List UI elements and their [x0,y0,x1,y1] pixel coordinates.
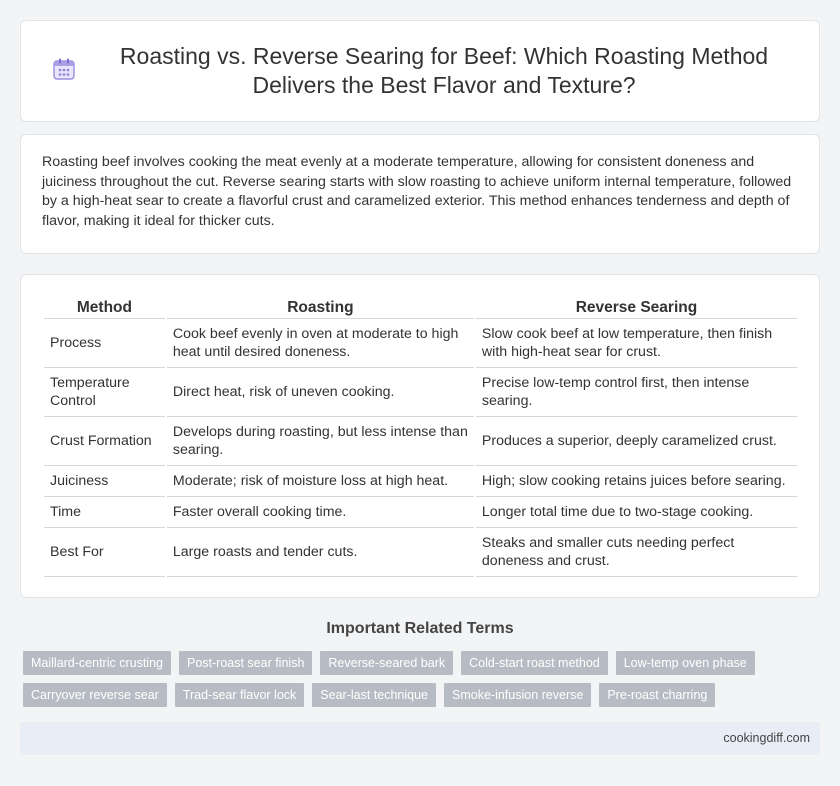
tag-row [23,651,823,675]
reverse-searing-cell: Steaks and smaller cuts needing perfect doneness and crust. [476,528,797,577]
roasting-cell: Moderate; risk of moisture loss at high heat. [167,466,474,497]
related-term-tag[interactable]: Trad-sear flavor lock [175,683,304,707]
footer-site-link[interactable]: cookingdiff.com [723,731,810,745]
calendar-icon [51,56,77,82]
table-row [44,497,797,528]
title-wrap [21,21,819,121]
table-row [44,466,797,497]
comparison-card [20,274,820,598]
roasting-cell: Faster overall cooking time. [167,497,474,528]
reverse-searing-cell: Precise low-temp control first, then intense searing. [476,368,797,417]
row-label: Time [44,497,165,528]
reverse-searing-cell: Longer total time due to two-stage cooking. [476,497,797,528]
roasting-cell: Direct heat, risk of uneven cooking. [167,368,474,417]
reverse-searing-cell: High; slow cooking retains juices before searing. [476,466,797,497]
header-method: Method [44,297,165,319]
intro-card [20,134,820,254]
related-term-tag[interactable]: Cold-start roast method [461,651,608,675]
row-label: Crust Formation [44,417,165,466]
related-term-tag[interactable]: Reverse-seared bark [320,651,453,675]
comparison-table [42,297,799,577]
table-row [44,368,797,417]
intro-paragraph: Roasting beef involves cooking the meat evenly at a moderate temperature, allowing for consistent doneness and juiciness throughout the cut. Reverse searing starts with slow roasting to achieve uniform internal temperature, followed by a high-heat sear to create a flavorful crust and caramelized exterior. This method enhances tenderness and depth of flavor, making it ideal for thicker cuts. [42,154,792,229]
table-row [44,417,797,466]
table-row [44,319,797,368]
page-title: Roasting vs. Reverse Searing for Beef: Which Roasting Method Delivers the Best Flavor and Texture? [119,43,769,98]
footer [20,722,820,755]
header-roasting: Roasting [167,297,474,319]
reverse-searing-cell: Produces a superior, deeply caramelized crust. [476,417,797,466]
related-term-tag[interactable]: Pre-roast charring [599,683,715,707]
header-reverse-searing: Reverse Searing [476,297,797,319]
related-terms-heading: Important Related Terms [326,620,514,637]
related-term-tag[interactable]: Sear-last technique [312,683,436,707]
roasting-cell: Develops during roasting, but less intense than searing. [167,417,474,466]
related-term-tag[interactable]: Maillard-centric crusting [23,651,171,675]
related-term-tag[interactable]: Low-temp oven phase [616,651,755,675]
tag-row [23,683,823,707]
row-label: Best For [44,528,165,577]
row-label: Process [44,319,165,368]
table-row [44,528,797,577]
roasting-cell: Large roasts and tender cuts. [167,528,474,577]
related-terms-list [23,651,823,715]
roasting-cell: Cook beef evenly in oven at moderate to high heat until desired doneness. [167,319,474,368]
row-label: Juiciness [44,466,165,497]
reverse-searing-cell: Slow cook beef at low temperature, then finish with high-heat sear for crust. [476,319,797,368]
title-card [20,20,820,122]
related-term-tag[interactable]: Carryover reverse sear [23,683,167,707]
related-term-tag[interactable]: Post-roast sear finish [179,651,312,675]
related-term-tag[interactable]: Smoke-infusion reverse [444,683,591,707]
row-label: Temperature Control [44,368,165,417]
table-header-row [44,297,797,319]
